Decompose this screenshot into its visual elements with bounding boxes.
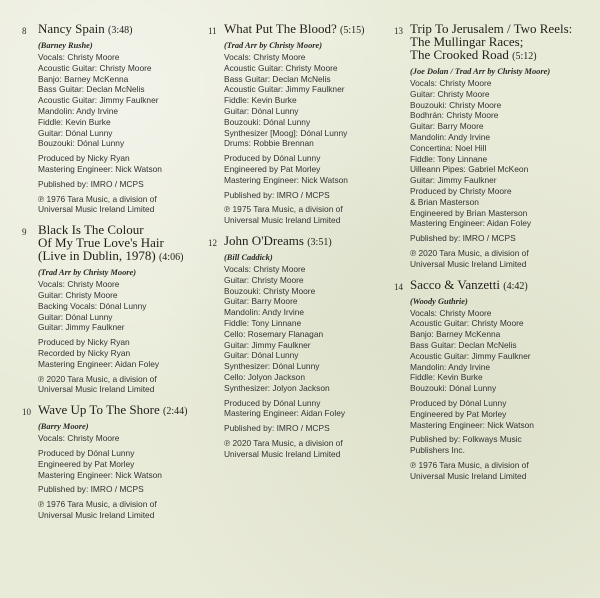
track-entry bbox=[22, 403, 204, 521]
credit-line: Published by: IMRO / MCPS bbox=[224, 423, 330, 434]
credit-line: Acoustic Guitar: Jimmy Faulkner bbox=[224, 84, 345, 95]
track-header bbox=[208, 234, 393, 249]
credit-line: Fiddle: Tony Linnane bbox=[410, 153, 488, 164]
personnel-list bbox=[224, 264, 393, 460]
track-number: 12 bbox=[208, 237, 217, 248]
credit-line: Recorded by Nicky Ryan bbox=[38, 347, 131, 358]
credit-line: Universal Music Ireland Limited bbox=[224, 448, 341, 459]
track-title: Wave Up To The Shore bbox=[38, 402, 160, 418]
track-title: What Put The Blood? bbox=[224, 21, 337, 36]
track-title-block bbox=[224, 234, 332, 249]
credit-line: Published by: IMRO / MCPS bbox=[410, 233, 516, 244]
credits-column-3 bbox=[394, 22, 594, 490]
credit-line: Acoustic Guitar: Christy Moore bbox=[410, 318, 524, 329]
credit-line: Produced by Nicky Ryan bbox=[38, 337, 130, 348]
credit-line: Guitar: Jimmy Faulkner bbox=[224, 339, 311, 350]
credit-line: Banjo: Barney McKenna bbox=[410, 329, 501, 340]
credit-line: Guitar: Barry Moore bbox=[410, 121, 484, 132]
credit-line: Mastering Engineer: Nick Watson bbox=[38, 469, 162, 480]
personnel-list bbox=[224, 52, 393, 226]
credit-line: Mastering Engineer: Aidan Foley bbox=[38, 358, 160, 369]
track-title-block bbox=[410, 278, 528, 293]
credit-line: Published by: IMRO / MCPS bbox=[38, 178, 144, 189]
credit-line: Guitar: Dónal Lunny bbox=[38, 311, 113, 322]
credit-line: Guitar: Christy Moore bbox=[38, 289, 118, 300]
track-number: 9 bbox=[22, 227, 27, 238]
credit-line: Universal Music Ireland Limited bbox=[410, 470, 527, 481]
credit-line: Mastering Engineer: Nick Watson bbox=[38, 163, 162, 174]
credit-line: Bass Guitar: Declan McNelis bbox=[38, 84, 145, 95]
credit-line: Banjo: Barney McKenna bbox=[38, 73, 129, 84]
credit-line: Guitar: Barry Moore bbox=[224, 296, 298, 307]
track-duration: (5:12) bbox=[512, 51, 537, 62]
credit-line: Cello: Jolyon Jackson bbox=[224, 371, 305, 382]
credit-line: ℗ 1976 Tara Music, a division of bbox=[410, 459, 529, 470]
credit-line: Guitar: Dónal Lunny bbox=[224, 350, 299, 361]
credit-line: ℗ 2020 Tara Music, a division of bbox=[38, 373, 157, 384]
credits-column-2 bbox=[208, 22, 393, 468]
songwriter-credit: (Trad Arr by Christy Moore) bbox=[38, 268, 137, 278]
personnel-list bbox=[410, 308, 594, 482]
track-title: Trip To Jerusalem / Two Reels: The Mullingar Races; The Crooked Road bbox=[410, 21, 573, 62]
credit-line: Vocals: Christy Moore bbox=[38, 279, 120, 290]
credit-line: Backing Vocals: Dónal Lunny bbox=[38, 300, 147, 311]
credit-line: Mandolin: Andy Irvine bbox=[410, 361, 491, 372]
credit-line: ℗ 1976 Tara Music, a division of bbox=[38, 193, 157, 204]
credit-line: Cello: Rosemary Flanagan bbox=[224, 328, 324, 339]
track-title: John O'Dreams bbox=[224, 232, 304, 248]
track-entry bbox=[22, 22, 204, 215]
track-title-block bbox=[38, 403, 187, 418]
track-header bbox=[394, 22, 594, 63]
credit-line: ℗ 1976 Tara Music, a division of bbox=[38, 499, 157, 510]
credit-line: Universal Music Ireland Limited bbox=[410, 258, 527, 269]
credit-line: Acoustic Guitar: Christy Moore bbox=[224, 62, 338, 73]
credit-line: Vocals: Christy Moore bbox=[38, 433, 120, 444]
credit-line: Publishers Inc. bbox=[410, 445, 465, 456]
songwriter-credit: (Woody Guthrie) bbox=[410, 296, 468, 306]
credit-line: Bodhrán: Christy Moore bbox=[410, 110, 499, 121]
credit-line: Drums: Robbie Brennan bbox=[224, 138, 314, 149]
credit-line: & Brian Masterson bbox=[410, 196, 479, 207]
track-duration: (4:42) bbox=[503, 280, 528, 292]
credit-line: Produced by Dónal Lunny bbox=[38, 447, 135, 458]
credit-line: Fiddle: Kevin Burke bbox=[224, 95, 297, 106]
track-entry bbox=[22, 223, 204, 395]
credit-line: Engineered by Pat Morley bbox=[38, 458, 135, 469]
credit-line: Fiddle: Kevin Burke bbox=[38, 116, 111, 127]
credit-line: Uilleann Pipes: Gabriel McKeon bbox=[410, 164, 529, 175]
credit-line: Guitar: Christy Moore bbox=[410, 88, 490, 99]
songwriter-credit: (Joe Dolan / Trad Arr by Christy Moore) bbox=[410, 67, 551, 76]
credit-line: Bouzouki: Dónal Lunny bbox=[38, 138, 125, 149]
track-title: Sacco & Vanzetti bbox=[410, 276, 501, 292]
track-title: Black Is The Colour Of My True Love's Hair (Live in Dublin, 1978) bbox=[38, 222, 164, 264]
credit-line: Fiddle: Kevin Burke bbox=[410, 372, 483, 383]
track-number: 10 bbox=[22, 407, 31, 418]
credit-line: Acoustic Guitar: Jimmy Faulkner bbox=[38, 95, 159, 106]
credit-line: Guitar: Dónal Lunny bbox=[38, 127, 113, 138]
credit-line: Produced by Dónal Lunny bbox=[410, 397, 507, 408]
credit-line: Mandolin: Andy Irvine bbox=[410, 131, 491, 142]
credit-line: Bouzouki: Christy Moore bbox=[410, 99, 502, 110]
songwriter-credit: (Bill Caddick) bbox=[224, 252, 273, 262]
credit-line: ℗ 2020 Tara Music, a division of bbox=[224, 437, 343, 448]
track-entry bbox=[208, 234, 393, 460]
track-duration: (5:15) bbox=[340, 25, 365, 36]
track-title-block bbox=[224, 22, 364, 37]
songwriter-credit: (Trad Arr by Christy Moore) bbox=[224, 41, 323, 50]
credit-line: Guitar: Jimmy Faulkner bbox=[38, 322, 125, 333]
track-number: 13 bbox=[394, 26, 403, 36]
track-title-block bbox=[410, 22, 572, 63]
track-entry bbox=[208, 22, 393, 226]
credit-line: Acoustic Guitar: Christy Moore bbox=[38, 62, 152, 73]
credit-line: Mandolin: Andy Irvine bbox=[38, 105, 119, 116]
personnel-list bbox=[38, 433, 204, 521]
personnel-list bbox=[410, 78, 594, 270]
track-title-block bbox=[38, 223, 183, 264]
credit-line: Produced by Nicky Ryan bbox=[38, 153, 130, 164]
track-number: 11 bbox=[208, 26, 217, 36]
credits-column-1 bbox=[22, 22, 204, 529]
track-header bbox=[22, 22, 204, 37]
track-duration: (2:44) bbox=[163, 406, 188, 418]
credit-line: Guitar: Jimmy Faulkner bbox=[410, 175, 497, 186]
credit-line: Published by: IMRO / MCPS bbox=[224, 189, 330, 200]
songwriter-credit: (Barry Moore) bbox=[38, 422, 89, 432]
credit-line: Produced by Dónal Lunny bbox=[224, 397, 321, 408]
track-number: 8 bbox=[22, 26, 27, 36]
track-header bbox=[394, 278, 594, 293]
credit-line: Vocals: Christy Moore bbox=[410, 307, 492, 318]
credit-line: ℗ 2020 Tara Music, a division of bbox=[410, 247, 529, 258]
track-duration: (4:06) bbox=[158, 252, 184, 264]
track-title: Nancy Spain bbox=[38, 21, 105, 36]
credit-line: Produced by Dónal Lunny bbox=[224, 153, 321, 164]
credit-line: ℗ 1975 Tara Music, a division of bbox=[224, 204, 343, 215]
track-header bbox=[22, 223, 204, 264]
track-entry bbox=[394, 22, 594, 270]
credit-line: Bass Guitar: Declan McNelis bbox=[410, 339, 517, 350]
credit-line: Engineered by Pat Morley bbox=[224, 163, 321, 174]
credit-line: Bass Guitar: Declan McNelis bbox=[224, 73, 331, 84]
credit-line: Vocals: Christy Moore bbox=[410, 78, 492, 88]
credit-line: Published by: Folkways Music bbox=[410, 434, 522, 445]
credit-line: Produced by Christy Moore bbox=[410, 185, 512, 196]
credit-line: Mastering Engineer: Aidan Foley bbox=[410, 218, 532, 229]
personnel-list bbox=[38, 52, 204, 215]
credit-line: Mastering Engineer: Aidan Foley bbox=[224, 408, 346, 419]
track-entry bbox=[394, 278, 594, 482]
track-header bbox=[22, 403, 204, 418]
credit-line: Guitar: Christy Moore bbox=[224, 274, 304, 285]
credit-line: Fiddle: Tony Linnane bbox=[224, 317, 302, 328]
songwriter-credit: (Barney Rushe) bbox=[38, 41, 93, 50]
personnel-list bbox=[38, 279, 204, 395]
credit-line: Concertina: Noel Hill bbox=[410, 142, 487, 153]
track-number: 14 bbox=[394, 281, 403, 292]
credit-line: Engineered by Pat Morley bbox=[410, 408, 507, 419]
track-title-block bbox=[38, 22, 133, 37]
credit-line: Universal Music Ireland Limited bbox=[38, 384, 155, 395]
credit-line: Universal Music Ireland Limited bbox=[38, 204, 155, 215]
track-duration: (3:51) bbox=[307, 236, 332, 248]
track-duration: (3:48) bbox=[108, 25, 133, 36]
track-header bbox=[208, 22, 393, 37]
credit-line: Mastering Engineer: Nick Watson bbox=[410, 419, 534, 430]
credit-line: Bouzouki: Dónal Lunny bbox=[410, 383, 497, 394]
credit-line: Acoustic Guitar: Jimmy Faulkner bbox=[410, 350, 531, 361]
credit-line: Published by: IMRO / MCPS bbox=[38, 484, 144, 495]
credit-line: Vocals: Christy Moore bbox=[38, 52, 120, 62]
credit-line: Bouzouki: Christy Moore bbox=[224, 285, 316, 296]
credit-line: Universal Music Ireland Limited bbox=[224, 215, 341, 226]
credit-line: Vocals: Christy Moore bbox=[224, 52, 306, 62]
credit-line: Synthesizer: Jolyon Jackson bbox=[224, 382, 330, 393]
credit-line: Bouzouki: Dónal Lunny bbox=[224, 116, 311, 127]
credit-line: Universal Music Ireland Limited bbox=[38, 509, 155, 520]
credit-line: Guitar: Dónal Lunny bbox=[224, 105, 299, 116]
credit-line: Vocals: Christy Moore bbox=[224, 263, 306, 274]
credit-line: Mandolin: Andy Irvine bbox=[224, 307, 305, 318]
credit-line: Engineered by Brian Masterson bbox=[410, 207, 528, 218]
credit-line: Synthesizer: Dónal Lunny bbox=[224, 361, 320, 372]
credit-line: Synthesizer [Moog]: Dónal Lunny bbox=[224, 127, 348, 138]
credit-line: Mastering Engineer: Nick Watson bbox=[224, 174, 348, 185]
